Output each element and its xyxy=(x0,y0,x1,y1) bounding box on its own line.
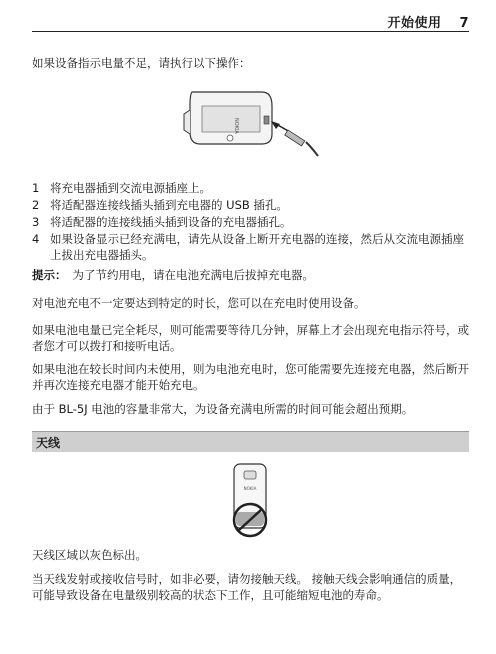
paragraph: 如果电池电量已完全耗尽，则可能需要等待几分钟，屏幕上才会出现充电指示符号，或者您才可以拨打和接听电话。 xyxy=(32,323,469,353)
tip-label: 提示： xyxy=(32,268,67,282)
charger-plug xyxy=(271,121,318,156)
steps-list xyxy=(32,180,469,264)
page-number: 7 xyxy=(459,16,469,31)
charging-illustration xyxy=(180,86,325,166)
tip xyxy=(32,267,469,283)
intro-text: 如果设备指示电量不足，请执行以下操作： xyxy=(32,56,251,70)
paragraph: 由于 BL-5J 电池的容量非常大，为设备充满电所需的时间可能会超出预期。 xyxy=(32,402,414,416)
antenna-illustration xyxy=(220,460,280,542)
phone-brand-logo: NOKIA xyxy=(243,486,257,491)
section-header xyxy=(32,431,469,452)
paragraph: 对电池充电不一定要达到特定的时长，您可以在充电时使用设备。 xyxy=(32,296,366,310)
list-item: 1 将充电器插到交流电源插座上。 xyxy=(32,181,211,195)
paragraph: 当天线发射或接收信号时，如非必要，请勿接触天线。 接触天线会影响通信的质量，可能导致设备在电量级别较高的状态下工作，且可能缩短电池的寿命。 xyxy=(32,572,462,602)
list-item: 3 将适配器的连接线插头插到设备的充电器插孔。 xyxy=(32,215,292,229)
list-item: 2 将适配器连接线插头插到充电器的 USB 插孔。 xyxy=(32,198,288,212)
section-title: 天线 xyxy=(36,436,61,450)
page-header xyxy=(387,12,469,31)
list-item: 4 如果设备显示已经充满电，请先从设备上断开充电器的连接，然后从交流电源插座上拔出充电器插头。 xyxy=(32,232,464,262)
header-title: 开始使用 xyxy=(387,16,442,31)
paragraph: 天线区域以灰色标出。 xyxy=(32,548,147,562)
header-divider xyxy=(32,31,469,32)
paragraph: 如果电池在较长时间内未使用，则为电池充电时，您可能需要先连接充电器，然后断开并再次连接充电器才能开始充电。 xyxy=(32,362,469,392)
tip-text: 为了节约用电，请在电池充满电后拔掉充电器。 xyxy=(72,268,314,282)
phone-brand-logo: NOKIA xyxy=(233,118,239,134)
phone-bottom xyxy=(184,92,272,144)
